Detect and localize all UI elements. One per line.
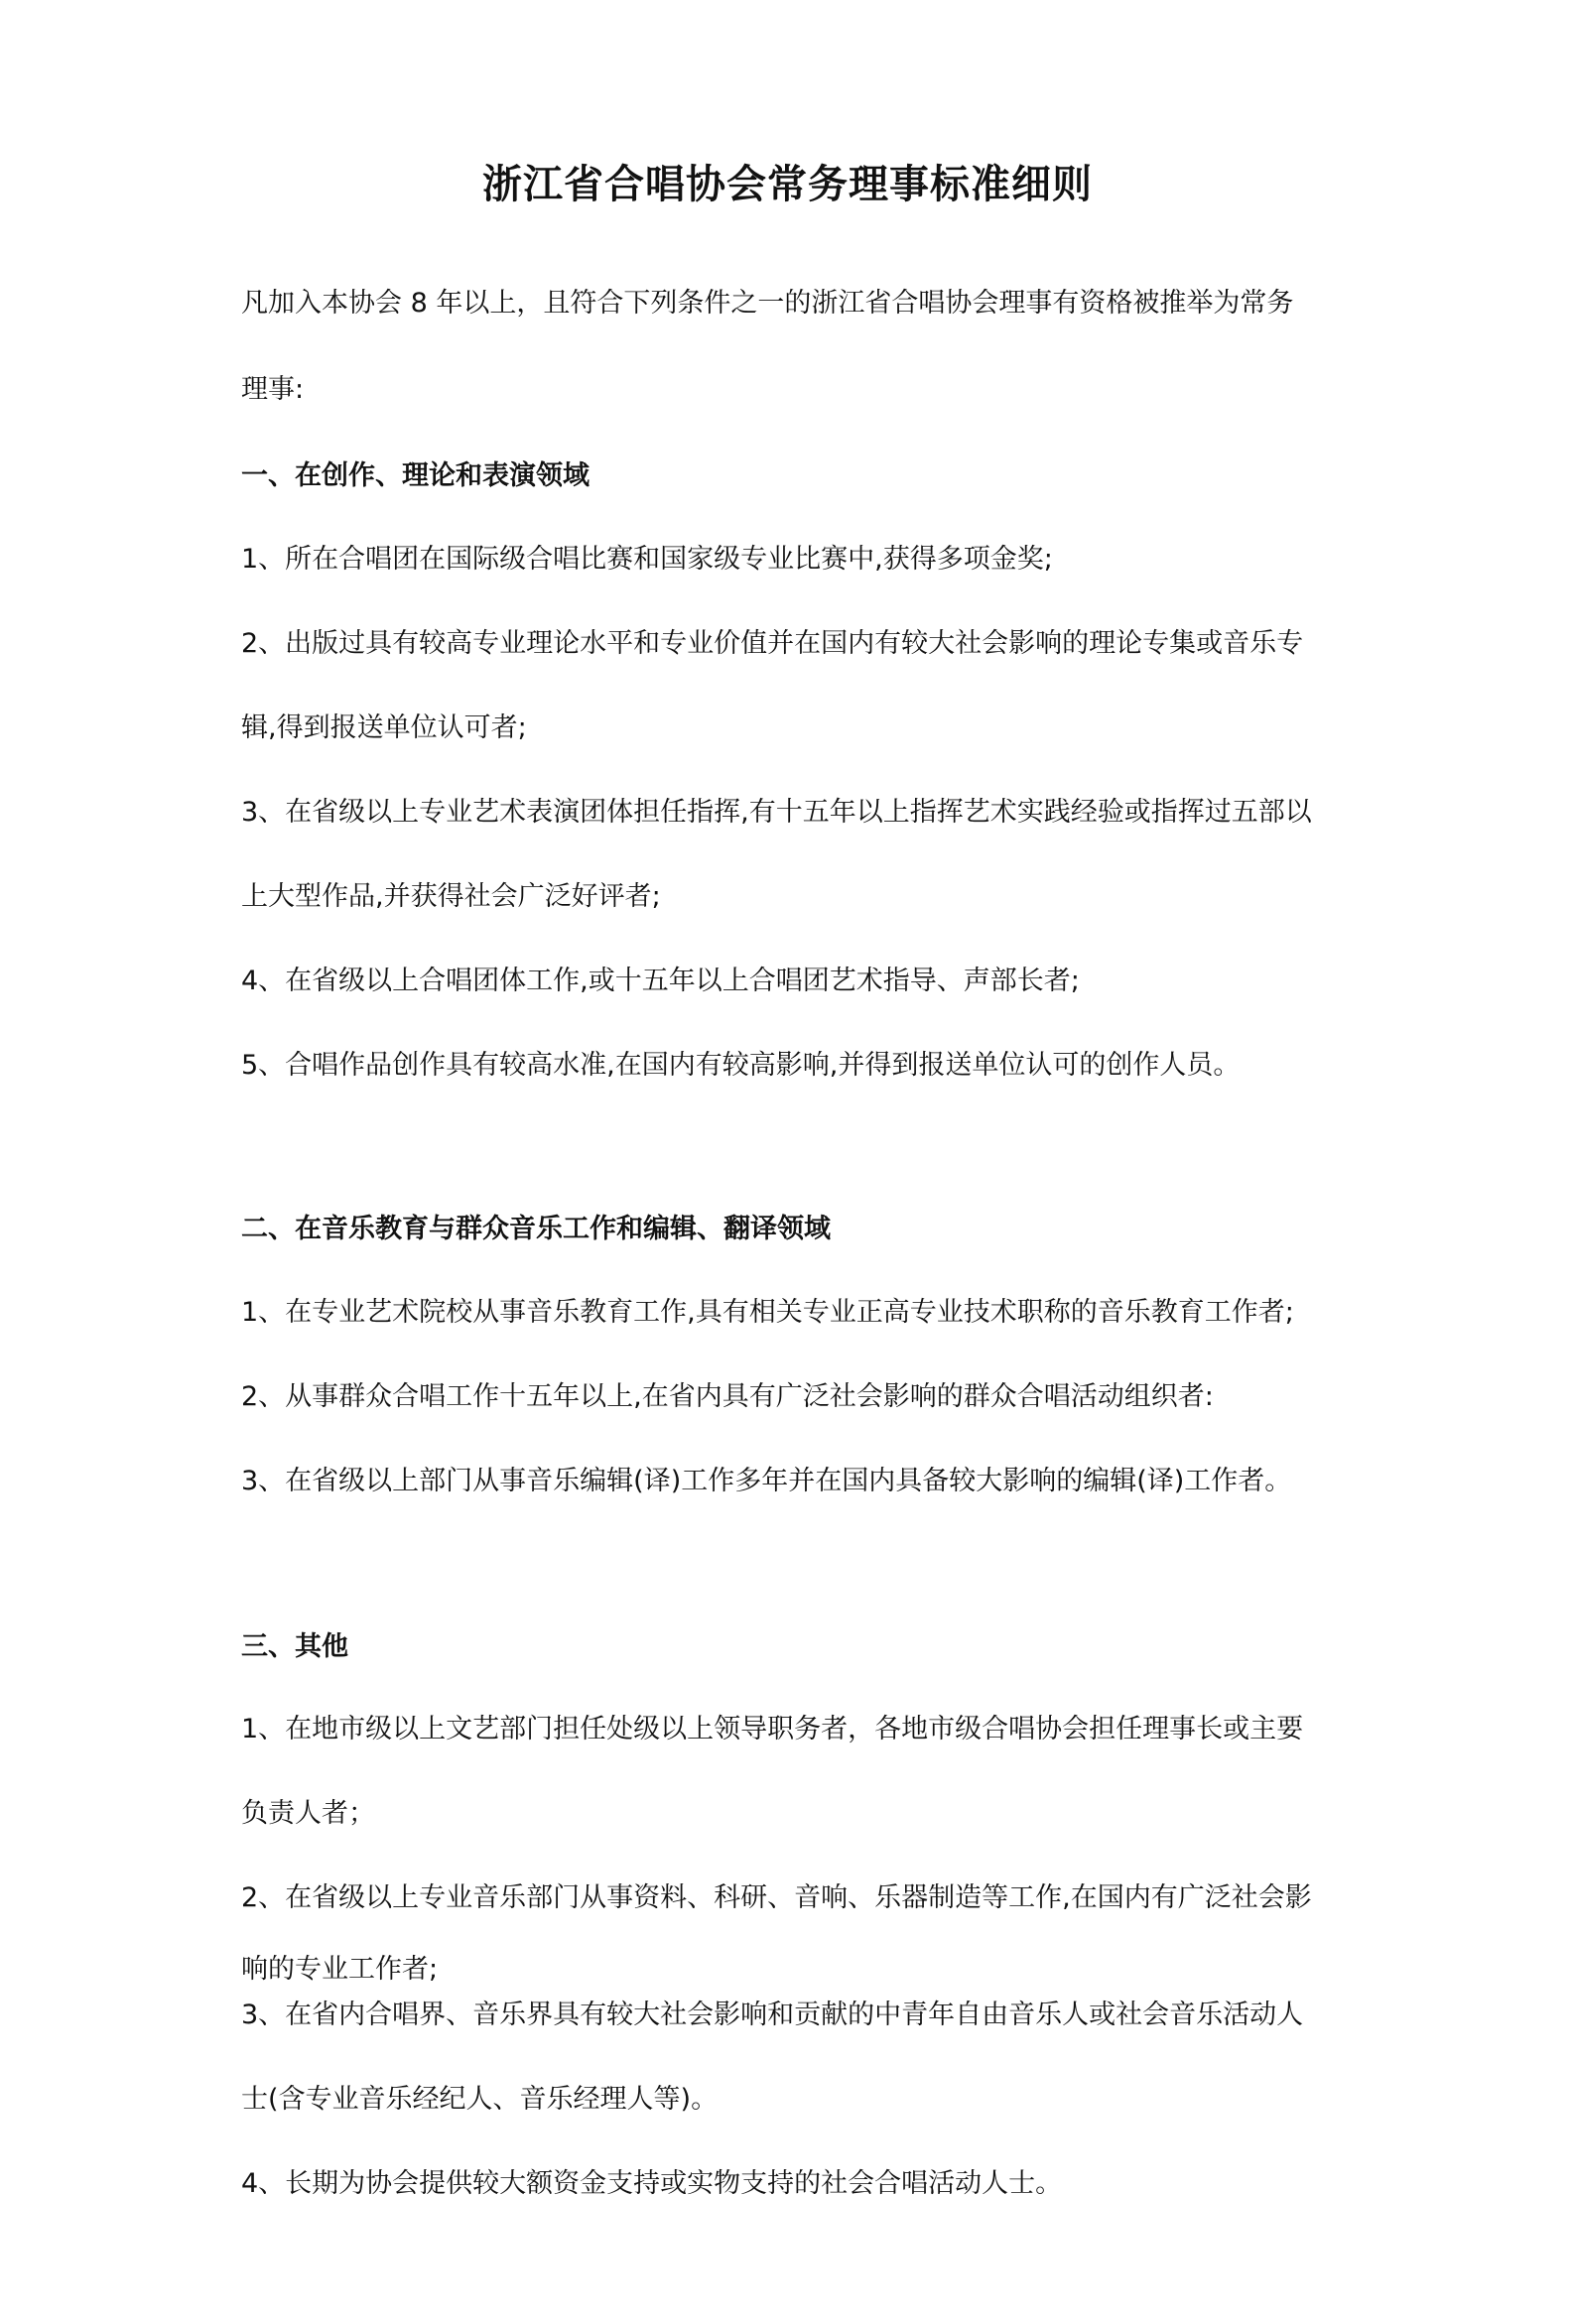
section-3-item-4: 4、长期为协会提供较大额资金支持或实物支持的社会合唱活动人士。 (241, 2168, 1063, 2199)
section-1-heading: 一、在创作、理论和表演领域 (241, 460, 590, 491)
document-title: 浙江省合唱协会常务理事标准细则 (482, 162, 1093, 207)
section-3-item-2-continued: 响的专业工作者; (241, 1954, 439, 1985)
intro-line-2: 理事: (241, 374, 305, 405)
section-1-item-2: 2、出版过具有较高专业理论水平和专业价值并在国内有较大社会影响的理论专集或音乐专 (241, 628, 1304, 659)
section-2-item-1: 1、在专业艺术院校从事音乐教育工作,具有相关专业正高专业技术职称的音乐教育工作者; (241, 1297, 1294, 1328)
intro-line-1: 凡加入本协会 8 年以上，且符合下列条件之一的浙江省合唱协会理事有资格被推举为常务 (241, 288, 1294, 319)
section-2-item-2: 2、从事群众合唱工作十五年以上,在省内具有广泛社会影响的群众合唱活动组织者: (241, 1381, 1214, 1412)
section-1-item-3: 3、在省级以上专业艺术表演团体担任指挥,有十五年以上指挥艺术实践经验或指挥过五部以 (241, 797, 1312, 828)
section-1-item-5: 5、合唱作品创作具有较高水准,在国内有较高影响,并得到报送单位认可的创作人员。 (241, 1050, 1241, 1081)
section-1-item-1: 1、所在合唱团在国际级合唱比赛和国家级专业比赛中,获得多项金奖; (241, 544, 1053, 575)
section-2-heading: 二、在音乐教育与群众音乐工作和编辑、翻译领域 (241, 1214, 831, 1244)
section-3-item-3: 3、在省内合唱界、音乐界具有较大社会影响和贡献的中青年自由音乐人或社会音乐活动人 (241, 2000, 1304, 2030)
section-1-item-3-continued: 上大型作品,并获得社会广泛好评者; (241, 881, 661, 912)
section-2-item-3: 3、在省级以上部门从事音乐编辑(译)工作多年并在国内具备较大影响的编辑(译)工作者。 (241, 1466, 1292, 1496)
section-1-item-4: 4、在省级以上合唱团体工作,或十五年以上合唱团艺术指导、声部长者; (241, 966, 1080, 996)
section-3-item-1: 1、在地市级以上文艺部门担任处级以上领导职务者，各地市级合唱协会担任理事长或主要 (241, 1714, 1304, 1744)
section-3-item-3-continued: 士(含专业音乐经纪人、音乐经理人等)。 (241, 2084, 719, 2115)
section-3-item-2: 2、在省级以上专业音乐部门从事资料、科研、音响、乐器制造等工作,在国内有广泛社会影 (241, 1882, 1312, 1913)
section-3-heading: 三、其他 (241, 1631, 348, 1662)
section-3-item-1-continued: 负责人者； (241, 1798, 375, 1829)
section-1-item-2-continued: 辑,得到报送单位认可者; (241, 712, 527, 743)
